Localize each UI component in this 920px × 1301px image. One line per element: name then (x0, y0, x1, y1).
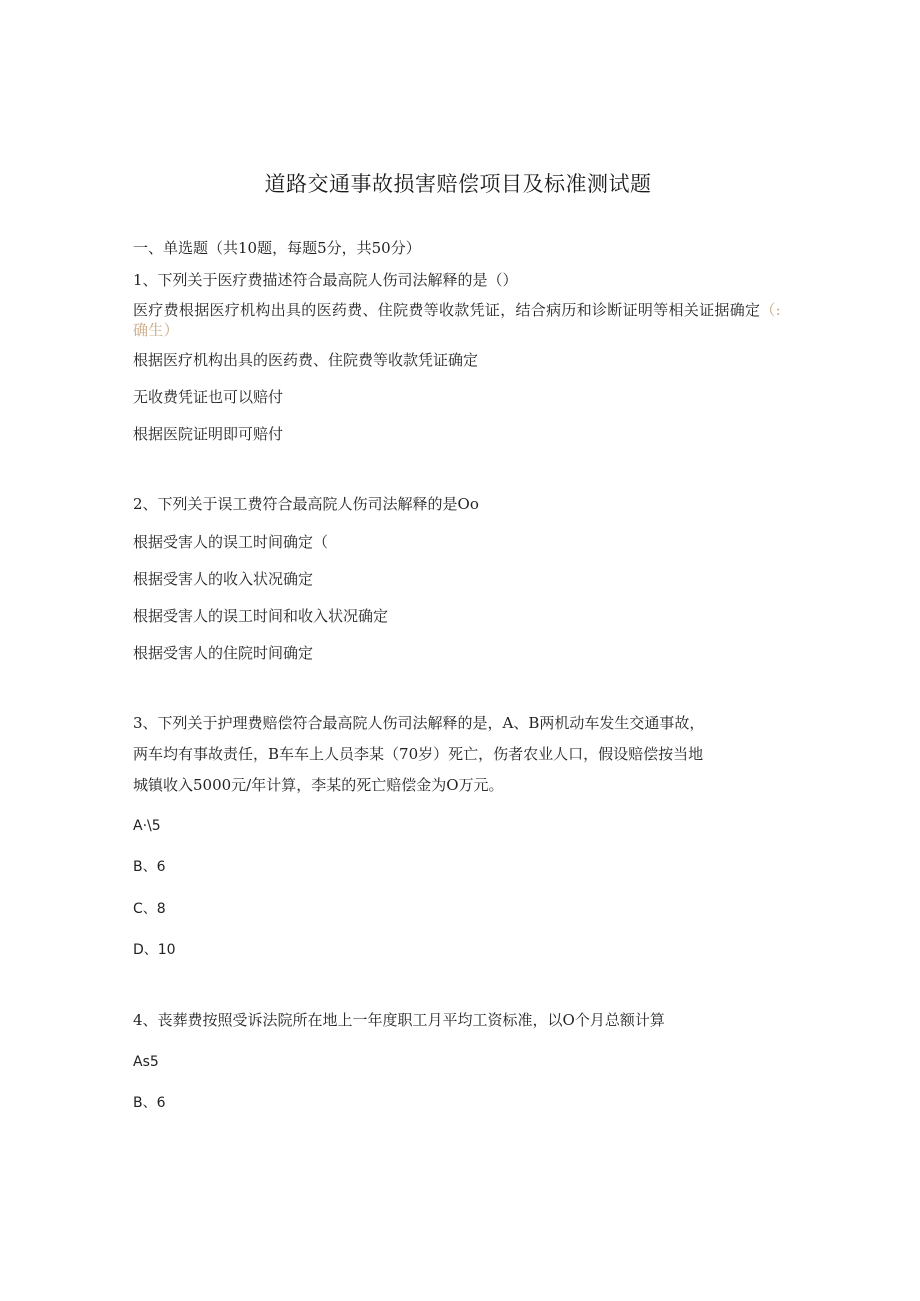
question-3-option-d: D、10 (133, 942, 176, 958)
question-1-option-1 (133, 300, 788, 340)
section-heading: 一、单选题（共10题，每题5分，共50分） (133, 239, 421, 257)
question-1-option-2: 根据医疗机构出具的医药费、住院费等收款凭证确定 (133, 351, 479, 369)
question-1-option-1-text: 医疗费根据医疗机构出具的医药费、住院费等收款凭证，结合病历和诊断证明等相关证据确定 (133, 301, 761, 319)
question-2-option-2: 根据受害人的收入状况确定 (133, 570, 314, 588)
question-4-option-a: As5 (133, 1054, 159, 1070)
question-2-option-1: 根据受害人的误工时间确定（ (133, 533, 329, 551)
question-4-stem: 4、丧葬费按照受诉法院所在地上一年度职工月平均工资标准，以O个月总额计算 (133, 1011, 665, 1029)
question-3-option-a: A·\5 (133, 818, 161, 834)
question-2-stem: 2、下列关于误工费符合最高院人伤司法解释的是Oo (133, 495, 479, 513)
document-title: 道路交通事故损害赔偿项目及标准测试题 (264, 172, 652, 196)
question-4-option-b: B、6 (133, 1095, 166, 1111)
question-3-stem-line-3: 城镇收入5000元/年计算，李某的死亡赔偿金为O万元。 (133, 776, 504, 794)
question-1-stem: 1、下列关于医疗费描述符合最高院人伤司法解释的是（） (133, 271, 518, 289)
question-3-stem-line-1: 3、下列关于护理费赔偿符合最高院人伤司法解释的是，A、B两机动车发生交通事故， (133, 714, 705, 732)
question-1-option-3: 无收费凭证也可以赔付 (133, 388, 284, 406)
question-2-option-3: 根据受害人的误工时间和收入状况确定 (133, 607, 389, 625)
question-3-option-b: B、6 (133, 859, 166, 875)
question-3-stem-line-2: 两车均有事故责任，B车车上人员李某（70岁）死亡，伤者农业人口，假设赔偿按当地 (133, 745, 704, 763)
question-3-option-c: C、8 (133, 901, 166, 917)
question-2-option-4: 根据受害人的住院时间确定 (133, 644, 314, 662)
question-1-option-4: 根据医院证明即可赔付 (133, 425, 284, 443)
question-1-answer-hint: （:确生） (133, 301, 781, 339)
